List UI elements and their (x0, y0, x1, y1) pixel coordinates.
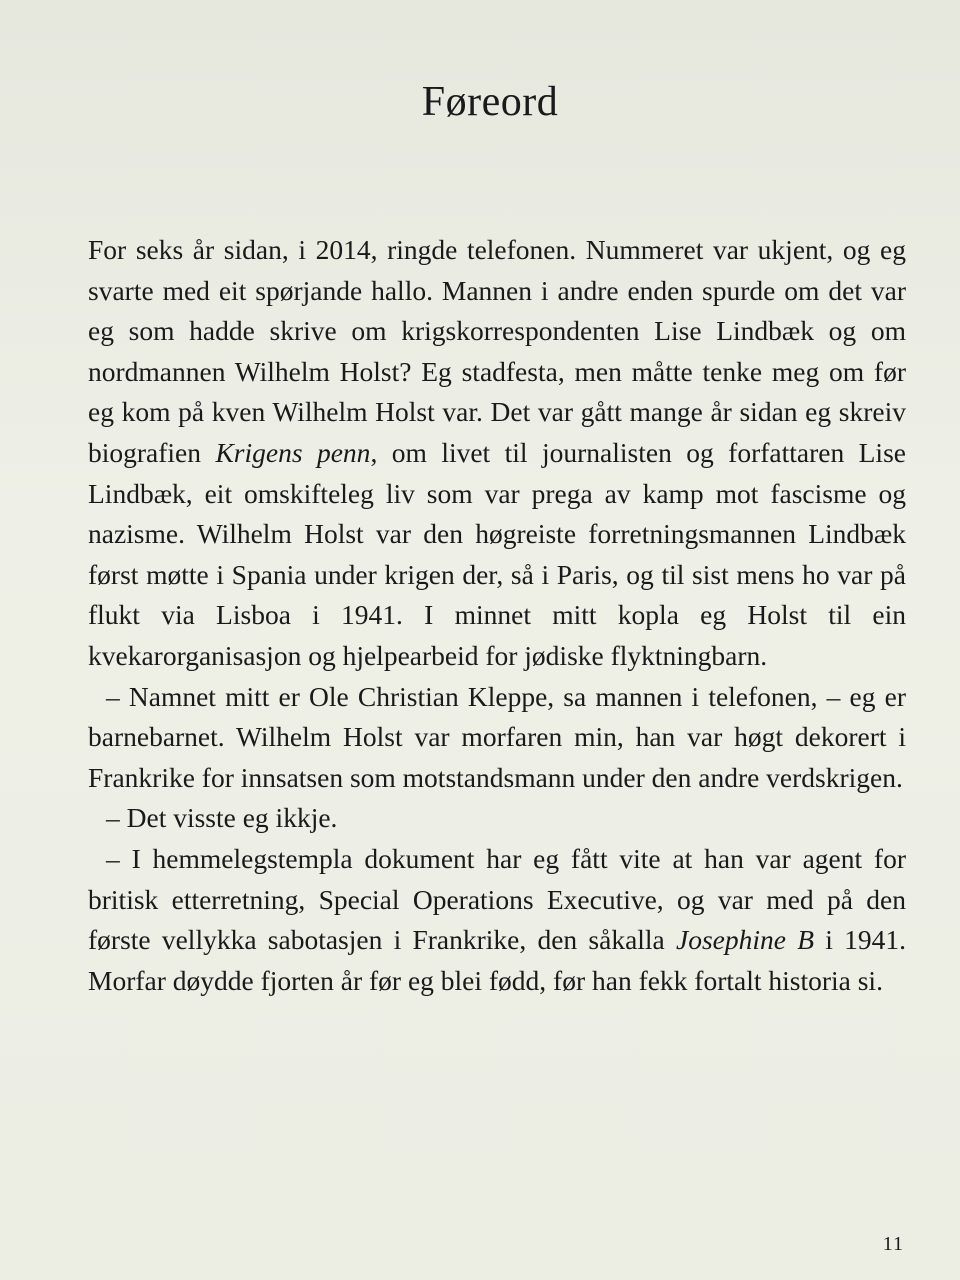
text-segment: – Det visste eg ikkje. (106, 802, 338, 834)
text-segment: – Namnet mitt er Ole Christian Kleppe, sa mannen i telefonen, – eg er barnebarnet. Wilhelm Holst var morfaren min, han var høgt dekorert i Frankrike for innsatsen som motstandsmann under den andre verdskrigen. (88, 680, 906, 793)
paragraph-2 (88, 677, 906, 799)
body-text (88, 230, 906, 1001)
text-segment: , om livet til journalisten og forfattaren Lise Lindbæk, eit omskifteleg liv som var prega av kamp mot fascisme og nazisme. Wilhelm Holst var den høgreiste forretningsmannen Lindbæk først møtte i Spania under krigen der, så i Paris, og til sist mens ho var på flukt via Lisboa i 1941. I minnet mitt kopla eg Holst til ein kvekarorganisasjon og hjelpearbeid for jødiske flyktningbarn. (88, 436, 906, 671)
paragraph-1 (88, 230, 906, 677)
paragraph-4 (88, 839, 906, 1001)
text-segment: – I hemmelegstempla dokument har eg fått vite at han var agent for britisk etterretning, Special Operations Executive, og var med på den første vellykka sabotasjen i Frankrike, den såkalla (88, 842, 906, 956)
page-number: 11 (882, 1233, 904, 1255)
text-segment: i 1941. Morfar døydde fjorten år før eg blei fødd, før han fekk fortalt historia si. (88, 924, 907, 996)
text-segment: For seks år sidan, i 2014, ringde telefonen. Nummeret var ukjent, og eg svarte med eit spørjande hallo. Mannen i andre enden spurde om det var eg som hadde skrive om krigskorrespondenten Lise Lindbæk og om nordmannen Wilhelm Holst? Eg stadfesta, men måtte tenke meg om før eg kom på kven Wilhelm Holst var. Det var gått mange år sidan eg skreiv biografien (88, 234, 906, 468)
paragraph-3 (88, 798, 906, 839)
operation-name-italic: Josephine B (676, 924, 815, 956)
chapter-title: Føreord (421, 79, 559, 125)
book-title-italic: Krigens penn (215, 436, 371, 468)
